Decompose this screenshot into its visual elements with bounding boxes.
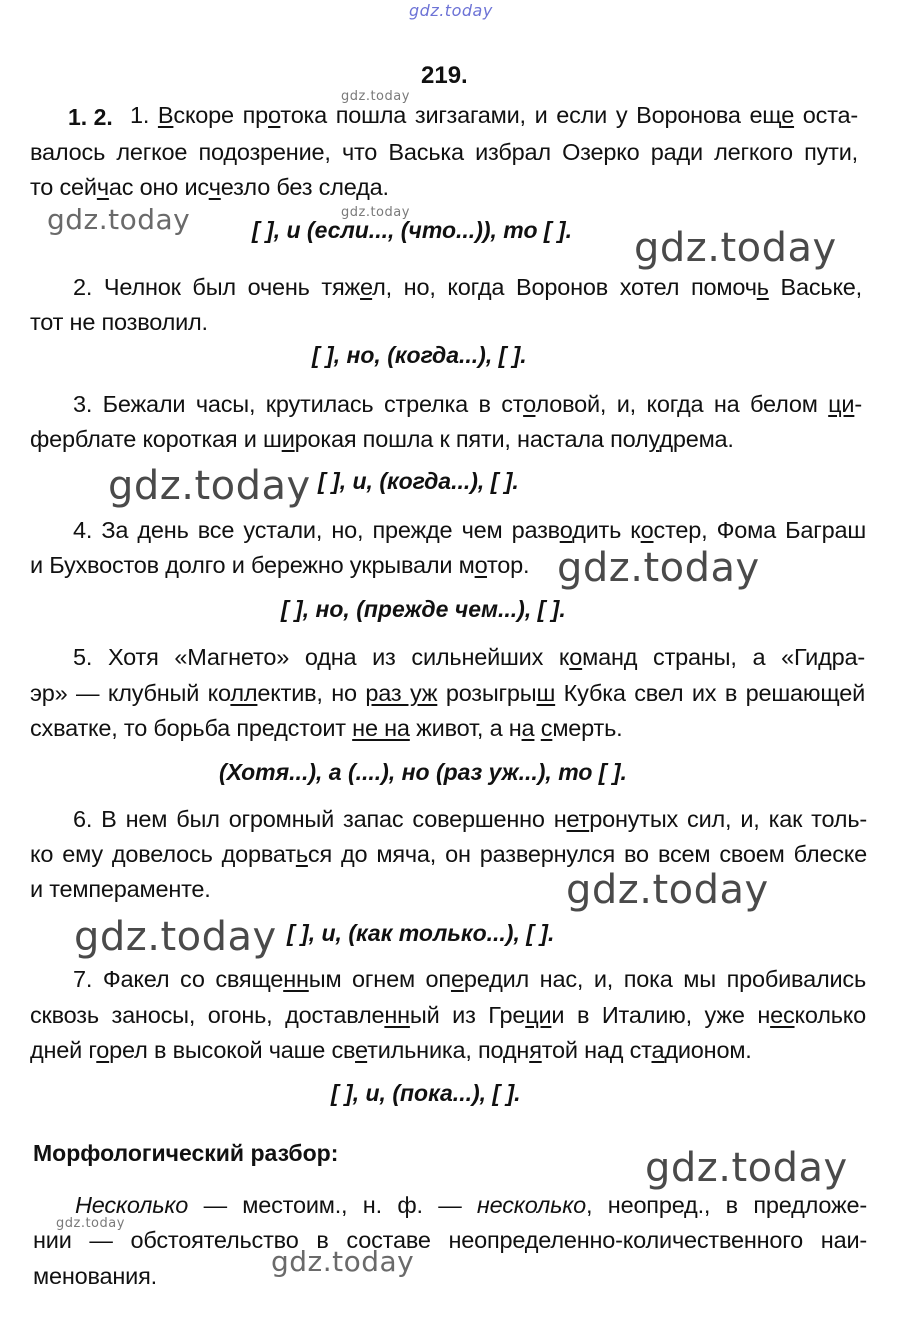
sentence-1-line-2: валось легкое подозрение, что Васька избрал Озерко ради легкого пути, [30,139,858,165]
morph-line-2: нии — обстоятельство в составе неопределенно-количественного наи- [33,1227,867,1253]
sentence-2-scheme: [ ], но, (когда...), [ ]. [312,342,527,368]
underlined-letter: е [360,274,373,300]
sentence-4-scheme: [ ], но, (прежде чем...), [ ]. [281,596,566,622]
watermark: gdz.today [645,1145,848,1191]
underlined-letter: с [540,715,553,741]
underlined-letter: В [157,102,174,128]
watermark: gdz.today [271,1245,415,1278]
underlined-letter: о [474,552,487,578]
watermark: gdz.today [47,203,191,236]
underlined-letter: лл [230,680,258,706]
underlined-letter: ч [208,174,221,200]
underlined-letter: нн [384,1002,410,1028]
underlined-letter: ш [536,680,556,706]
underlined-letter: нн [283,966,309,992]
task-label: 1. 2. [68,104,113,130]
sentence-5-line-3: схватке, то борьба предстоит не на живот, а на смерть. [30,715,623,741]
italic-word: несколько [476,1192,587,1218]
morph-heading: Морфологический разбор: [33,1140,339,1166]
underlined-letter: ци [525,1002,552,1028]
underlined-letter: о [559,517,573,543]
watermark: gdz.today [74,914,277,960]
sentence-3-scheme: [ ], и, (когда...), [ ]. [318,468,519,494]
underlined-letter: е [450,966,464,992]
sentence-7-scheme: [ ], и, (пока...), [ ]. [331,1080,521,1106]
underlined-letter: е [355,1037,368,1063]
sentence-5-line-1: 5. Хотя «Магнето» одна из сильнейших команд страны, а «Гидра- [73,644,865,670]
underlined-letter: о [96,1037,110,1063]
underlined-letter: я [529,1037,542,1063]
watermark: gdz.today [341,89,410,104]
sentence-6-line-2: ко ему довелось дорваться до мяча, он развернулся во всем своем блеске [30,841,867,867]
exercise-number: 219. [421,62,468,89]
sentence-6-line-1: 6. В нем был огромный запас совершенно нетронутых сил, и, как толь- [73,806,867,832]
underlined-letter: ь [295,841,308,867]
sentence-6-scheme: [ ], и, (как только...), [ ]. [287,920,555,946]
underlined-letter: о [640,517,654,543]
sentence-6-line-3: и темпераменте. [30,876,211,902]
sentence-2-line-1: 2. Челнок был очень тяжел, но, когда Воронов хотел помочь Ваське, [73,274,862,300]
morph-line-3: менования. [33,1263,157,1289]
watermark: gdz.today [634,225,837,271]
underlined-letter: о [268,102,281,128]
sentence-7-line-1: 7. Факел со священным огнем опередил нас, и, пока мы пробивались [73,966,866,992]
watermark: gdz.today [56,1216,125,1231]
sentence-4-line-2: и Бухвостов долго и бережно укрывали мотор. [30,552,530,578]
sentence-7-line-3: дней горел в высокой чаше светильника, поднятой над стадионом. [30,1037,752,1063]
sentence-7-line-2: сквозь заносы, огонь, доставленный из Греции в Италию, уже несколько [30,1002,866,1028]
sentence-5-scheme: (Хотя...), а (....), но (раз уж...), то [ ]. [219,759,627,785]
sentence-1-scheme: [ ], и (если..., (что...)), то [ ]. [252,217,572,243]
underlined-letter: а [651,1037,665,1063]
underlined-letter: о [523,391,536,417]
sentence-1-line-1: 1. Вскоре протока пошла зигзагами, и если у Воронова еще оста- [130,102,858,128]
sentence-3-line-2: ферблате короткая и широкая пошла к пяти, настала полудрема. [30,426,734,452]
watermark: gdz.today [108,463,311,509]
watermark: gdz.today [566,867,769,913]
underlined-letter: и [281,426,295,452]
underlined-letter: ч [96,174,109,200]
sentence-1-line-3: то сейчас оно исчезло без следа. [30,174,389,200]
underlined-letter: ци [828,391,855,417]
watermark: gdz.today [341,205,410,220]
sentence-5-line-2: эр» — клубный коллектив, но раз уж розыгрыш Кубка свел их в решающей [30,680,866,706]
underlined-letter: ет [566,806,590,832]
underlined-letter: е [781,102,795,128]
italic-word: Несколько [75,1192,189,1218]
underlined-letter: у [648,426,660,452]
underlined-letter: а [521,715,535,741]
watermark: gdz.today [557,545,760,591]
underlined-letter: о [569,644,583,670]
sentence-3-line-1: 3. Бежали часы, крутилась стрелка в столовой, и, когда на белом ци- [73,391,862,417]
sentence-2-line-2: тот не позволил. [30,309,208,335]
underlined-letter: ь [756,274,769,300]
underlined-letter: не на [352,715,410,741]
morph-line-1: Несколько — местоим., н. ф. — несколько, неопред., в предложе- [75,1192,868,1218]
underlined-letter: раз уж [365,680,438,706]
underlined-letter: ес [770,1002,795,1028]
watermark-top: gdz.today [409,1,493,20]
sentence-4-line-1: 4. За день все устали, но, прежде чем разводить костер, Фома Баграш [73,517,866,543]
